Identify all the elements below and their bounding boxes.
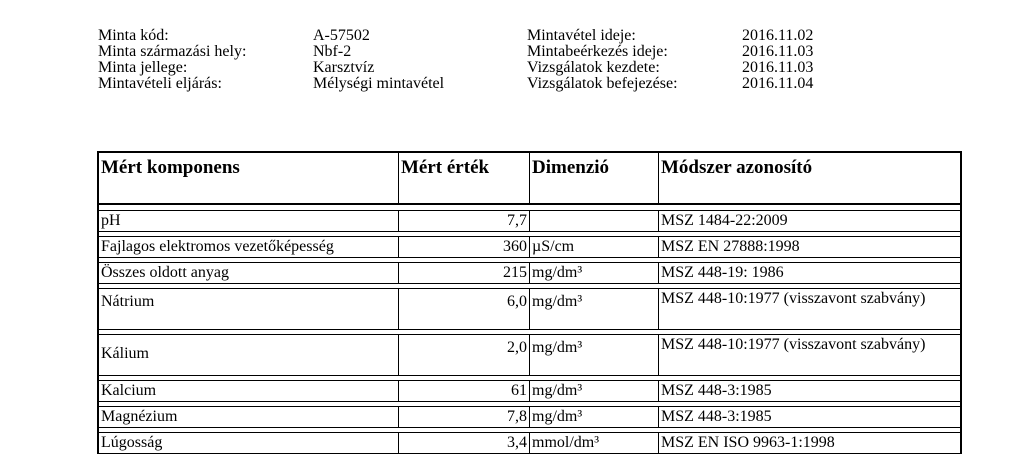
row-value: 61 xyxy=(399,381,530,401)
row-component: Magnézium xyxy=(99,407,399,427)
row-component: Fajlagos elektromos vezetőképesség xyxy=(99,237,399,257)
row-unit: mg/dm³ xyxy=(530,407,659,427)
row-component: Összes oldott anyag xyxy=(99,263,399,283)
value-test-end: 2016.11.04 xyxy=(742,75,814,92)
row-value: 7,8 xyxy=(399,407,530,427)
row-component: pH xyxy=(99,211,399,231)
row-method: MSZ 448-3:1985 xyxy=(661,408,772,425)
row-component: Kálium xyxy=(99,335,399,375)
row-unit xyxy=(530,211,659,231)
label-sampling-date: Mintavétel ideje: xyxy=(527,27,636,44)
row-unit: mmol/dm³ xyxy=(530,433,659,453)
row-value: 215 xyxy=(399,263,530,283)
header-value: Mért érték xyxy=(399,153,530,203)
value-test-start: 2016.11.03 xyxy=(742,59,814,76)
label-sample-code: Minta kód: xyxy=(98,27,169,44)
meta-labels-right xyxy=(527,27,678,91)
row-unit: mg/dm³ xyxy=(530,289,659,329)
table-row xyxy=(99,236,960,258)
row-unit: µS/cm xyxy=(530,237,659,257)
row-component: Lúgosság xyxy=(99,433,399,453)
table-row xyxy=(99,406,960,428)
label-sample-origin: Minta származási hely: xyxy=(98,43,247,60)
value-sampling-date: 2016.11.02 xyxy=(742,27,814,44)
row-unit: mg/dm³ xyxy=(530,381,659,401)
row-component: Nátrium xyxy=(99,289,399,329)
table-header-row xyxy=(99,153,960,205)
row-method: MSZ 448-10:1977 (visszavont szabvány) xyxy=(661,290,926,307)
row-value: 360 xyxy=(399,237,530,257)
row-method: MSZ EN ISO 9963-1:1998 xyxy=(661,434,835,451)
row-value: 7,7 xyxy=(399,211,530,231)
meta-values-right xyxy=(742,27,813,91)
label-test-end: Vizsgálatok befejezése: xyxy=(527,75,678,92)
table-row xyxy=(99,334,960,376)
value-sampling-method: Mélységi mintavétel xyxy=(313,75,445,92)
header-component: Mért komponens xyxy=(99,153,399,203)
header-unit: Dimenzió xyxy=(530,153,659,203)
row-unit: mg/dm³ xyxy=(530,335,659,375)
row-value: 6,0 xyxy=(399,289,530,329)
row-method: MSZ 448-10:1977 (visszavont szabvány) xyxy=(661,336,926,353)
value-arrival-date: 2016.11.03 xyxy=(742,43,814,60)
results-table xyxy=(97,151,962,454)
row-method: MSZ EN 27888:1998 xyxy=(661,238,800,255)
label-test-start: Vizsgálatok kezdete: xyxy=(527,59,660,76)
row-component: Kalcium xyxy=(99,381,399,401)
table-row xyxy=(99,262,960,284)
table-row xyxy=(99,288,960,330)
table-row xyxy=(99,380,960,402)
table-row xyxy=(99,210,960,232)
header-method: Módszer azonosító xyxy=(661,157,813,178)
label-sampling-method: Mintavételi eljárás: xyxy=(98,75,222,92)
row-method: MSZ 448-19: 1986 xyxy=(661,264,784,281)
row-method: MSZ 1484-22:2009 xyxy=(661,212,788,229)
value-sample-type: Karsztvíz xyxy=(313,59,375,76)
label-arrival-date: Mintabeérkezés ideje: xyxy=(527,43,668,60)
row-unit: mg/dm³ xyxy=(530,263,659,283)
meta-labels-left xyxy=(98,27,246,91)
meta-values-left xyxy=(313,27,444,91)
value-sample-code: A-57502 xyxy=(313,27,370,44)
row-value: 2,0 xyxy=(399,335,530,375)
row-method: MSZ 448-3:1985 xyxy=(661,382,772,399)
table-row xyxy=(99,432,960,454)
label-sample-type: Minta jellege: xyxy=(98,59,188,76)
row-value: 3,4 xyxy=(399,433,530,453)
value-sample-origin: Nbf-2 xyxy=(313,43,352,60)
